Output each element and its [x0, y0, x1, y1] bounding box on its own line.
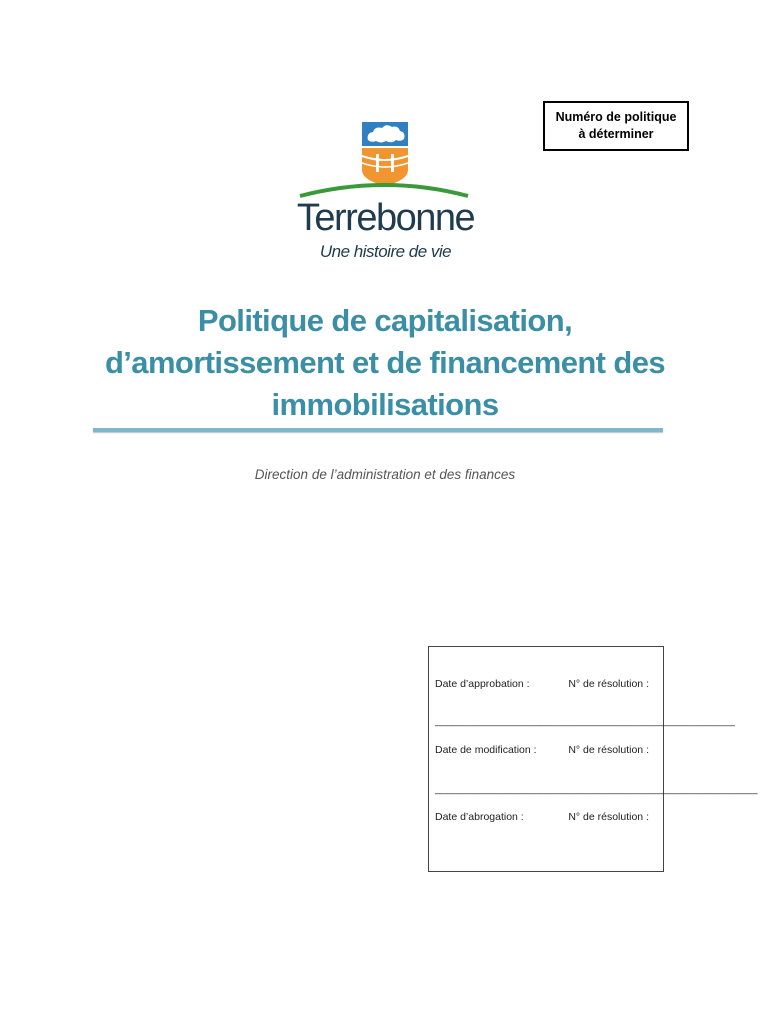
document-title-line3: immobilisations	[271, 387, 499, 422]
modification-date-label: Date de modification :	[435, 744, 537, 756]
terrebonne-emblem-icon	[278, 118, 493, 198]
approval-date-label: Date d’approbation :	[435, 678, 530, 690]
title-underline	[93, 428, 663, 432]
direction-subtitle: Direction de l’administration et des finances	[254, 467, 516, 482]
terrebonne-logo	[278, 118, 493, 268]
document-title	[60, 300, 710, 426]
document-title-line2: d’amortissement et de financement des	[104, 345, 666, 380]
approval-resolution-label: N° de résolution :	[568, 678, 649, 690]
policy-number-line2: à déterminer	[578, 127, 654, 141]
logo-wordmark: Terrebonne	[296, 197, 475, 239]
policy-number-box	[543, 101, 689, 151]
modification-resolution-label: N° de résolution :	[568, 744, 649, 756]
abrogation-date-label: Date d’abrogation :	[435, 811, 524, 823]
abrogation-resolution-label: N° de résolution :	[568, 811, 649, 823]
approval-separator-1: ______________________________________________________	[435, 716, 736, 727]
approval-box	[428, 646, 758, 872]
logo-tagline: Une histoire de vie	[319, 242, 452, 261]
policy-number-line1: Numéro de politique	[555, 110, 677, 124]
approval-separator-2: __________________________________________________________	[435, 784, 758, 795]
document-title-line1: Politique de capitalisation,	[197, 303, 573, 338]
